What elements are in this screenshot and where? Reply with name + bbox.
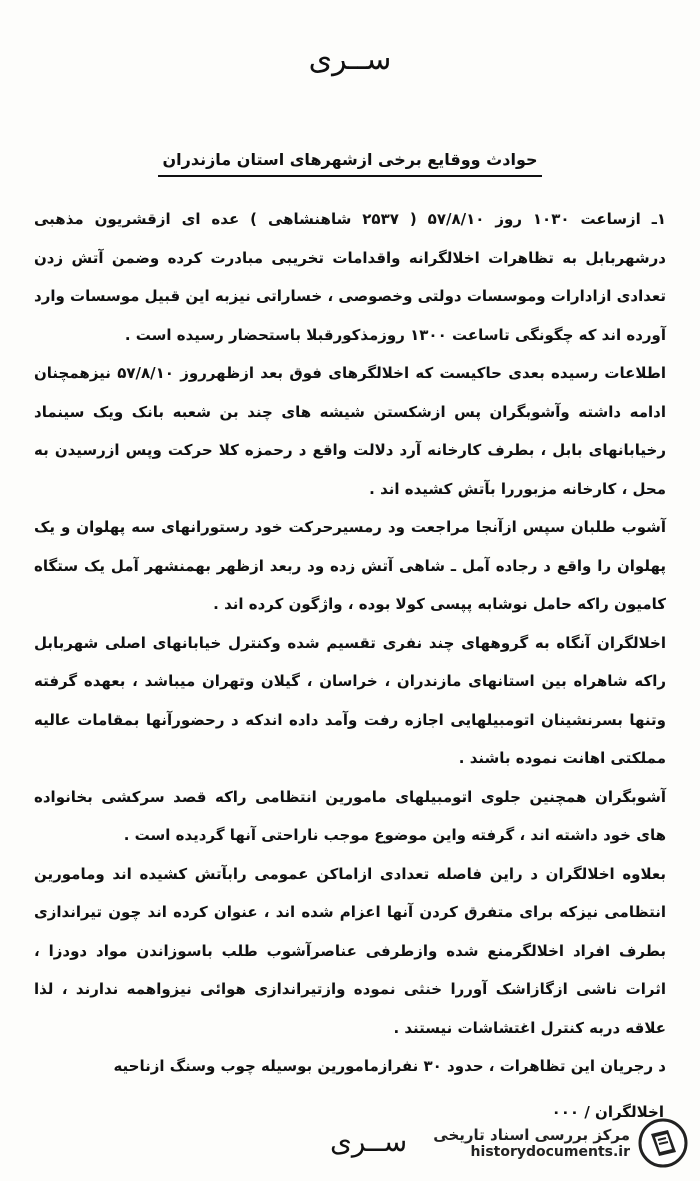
paragraph: د رجریان این تظاهرات ، حدود ۳۰ نفرازمامورین بوسیله چوب وسنگ ازناحیه (113, 1057, 666, 1075)
archive-logo-icon (638, 1118, 688, 1168)
paragraph: بعلاوه اخلالگران د راین فاصله تعدادی ازاماکن عمومی رابآتش کشیده اند ومامورین انتظامی نیزکه برای متفرق کردن آنها اعزام شده اند ، عنوان کرده اند چون تیراندازی بطرف افراد اخلالگرمنع شده وازطرفی عناصرآشوب طلب باسوزاندن مواد دودزا ، اثرات ناشی ازگازاشک آوررا خنثی نموده وازتیراندازی هوائی نیزواهمه ندارند ، لذا علاقه دربه کنترل اغتشاشات نیستند . (34, 864, 666, 1037)
document-title-wrap (0, 150, 700, 177)
paragraph: اطلاعات رسیده بعدی حاکیست که اخلالگرهای فوق بعد ازظهرروز ۵۷/۸/۱۰ نیزهمچنان ادامه داشته وآشوبگران پس ازشکستن شیشه های چند بن شعبه بانک ویک سینماد رخیابانهای بابل ، بطرف کارخانه آرد دلالت واقع د رحمزه کلا حرکت وپس ازرسیدن به محل ، کارخانه مزبوررا بآتش کشیده اند . (34, 364, 666, 498)
paragraph: آشوب طلبان سپس ازآنجا مراجعت ود رمسیرحرکت خود رستورانهای سه پهلوان و یک پهلوان را واقع د رجاده آمل ـ شاهی آتش زده ود ربعد ازظهر بهمنشهر آمل یک ستگاه کامیون راکه حامل نوشابه پپسی کولا بوده ، واژگون کرده اند . (34, 518, 666, 613)
paragraph: ۱ـ ازساعت ۱۰۳۰ روز ۵۷/۸/۱۰ ( ۲۵۳۷ شاهنشاهی ) عده ای ازقشریون مذهبی درشهربابل به تظاهرات اخلالگرانه واقدامات تخریبی مبادرت کرده وضمن آتش زدن تعدادی ازادارات وموسسات دولتی وخصوصی ، خساراتی نیزبه این قبیل موسسات وارد آورده اند که چگونگی تاساعت ۱۳۰۰ روزمذکورقبلا باستحضار رسیده است . (34, 210, 667, 344)
classification-stamp-top: ســری (308, 42, 392, 77)
document-body (34, 200, 666, 1086)
watermark (433, 1118, 688, 1168)
paragraph: آشوبگران همچنین جلوی اتومبیلهای مامورین انتظامی راکه قصد سرکشی بخانواده های خود داشته اند ، گرفته واین موضوع موجب ناراحتی آنها گردیده است . (34, 787, 666, 844)
classification-stamp-bottom: ســری (330, 1125, 408, 1158)
watermark-persian: مرکز بررسی اسناد تاریخی (433, 1126, 630, 1144)
watermark-text (433, 1126, 630, 1160)
document-title: حوادث ووقایع برخی ازشهرهای استان مازندران (158, 150, 541, 177)
watermark-url: historydocuments.ir (470, 1144, 630, 1160)
closing-line: اخلالگران / ۰۰۰ (551, 1103, 664, 1121)
paragraph: اخلالگران آنگاه به گروههای چند نفری تقسیم شده وکنترل خیابانهای اصلی شهربابل راکه شاهراه بین استانهای مازندران ، خراسان ، گیلان وتهران میباشد ، بعهده گرفته وتنها بسرنشینان اتومبیلهایی اجازه رفت وآمد داده اندکه د رحضورآنها بمقامات عالیه مملکتی اهانت نموده باشند . (34, 633, 666, 767)
